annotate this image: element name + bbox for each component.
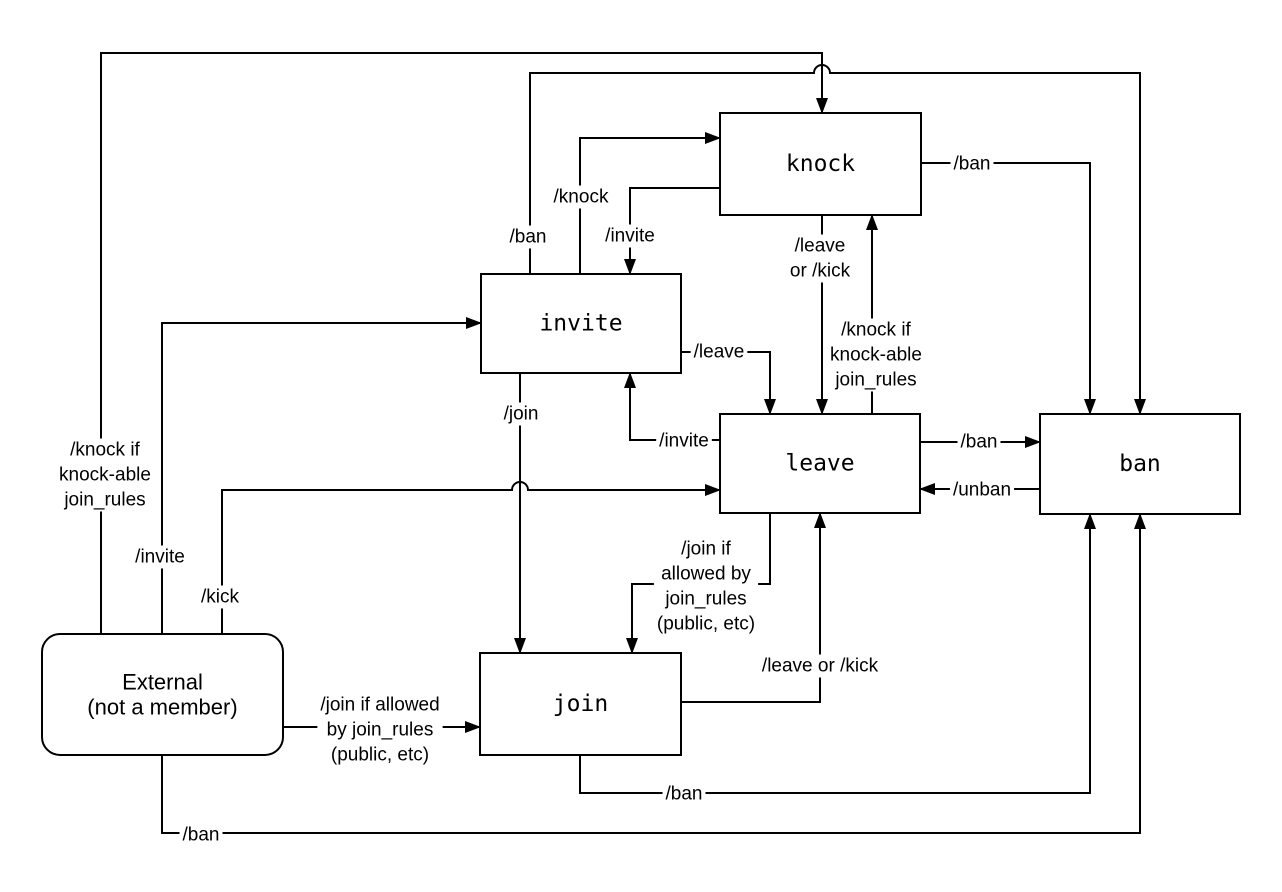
node-ban	[1040, 414, 1240, 514]
node-external-label: External	[122, 669, 203, 695]
edge-label-text: knock-able	[830, 344, 922, 366]
edge-label-text: /ban	[182, 824, 220, 846]
node-external-label: (not a member)	[87, 694, 238, 720]
edge-label-external-join	[317, 694, 442, 767]
edge-label-invite-ban	[507, 226, 550, 249]
edge-label-invite-join	[501, 403, 542, 426]
edge-label-text: /ban	[953, 153, 991, 175]
edge-label-external-ban	[180, 824, 223, 847]
edge-label-leave-join	[654, 538, 758, 636]
edge-label-text: knock-able	[59, 464, 151, 486]
edge-label-text: by join_rules	[326, 719, 434, 741]
edge-label-text: /ban	[509, 226, 547, 248]
edge-label-text: join_rules	[665, 588, 747, 610]
edge-label-ban-leave	[950, 479, 1014, 502]
node-join-label: join	[552, 691, 609, 717]
edge-label-text: /leave	[794, 235, 846, 257]
edge-label-text: /invite	[605, 225, 655, 247]
edge-label-text: /knock if	[70, 439, 140, 461]
edge-label-text: allowed by	[661, 563, 751, 585]
edge-label-text: /join if allowed	[320, 694, 440, 716]
edge-label-external-knock	[56, 439, 154, 512]
edge-label-text: /invite	[135, 546, 185, 568]
edge-label-text: /knock	[553, 186, 609, 208]
edge-label-text: /kick	[201, 586, 239, 608]
node-invite-label: invite	[539, 310, 623, 337]
edge-label-external-leave	[198, 586, 243, 609]
edge-label-text: /leave	[693, 341, 745, 363]
edge-label-knock-leave	[787, 235, 854, 283]
edge-label-leave-knock	[827, 319, 925, 392]
node-leave	[720, 414, 920, 513]
edge-label-text: /knock if	[841, 319, 911, 341]
node-knock-label: knock	[785, 151, 856, 177]
edge-label-leave-invite	[656, 430, 712, 453]
edge-label-text: (public, etc)	[656, 613, 756, 635]
edge-label-text: /unban	[952, 479, 1012, 501]
edge-label-text: /leave or /kick	[761, 655, 879, 677]
edge-label-text: /join if	[681, 538, 731, 560]
edge-label-invite-leave	[691, 341, 748, 364]
edge-label-text: join_rules	[835, 369, 917, 391]
edge-label-external-invite	[132, 546, 188, 569]
edge-label-text: or /kick	[789, 260, 851, 282]
edge-label-text: /ban	[665, 783, 703, 805]
edge-label-text: (public, etc)	[330, 744, 430, 766]
edge-label-knock-ban	[951, 153, 994, 176]
edge-label-text: join_rules	[64, 489, 146, 511]
node-leave-label: leave	[785, 450, 855, 477]
edge-label-join-leave	[759, 655, 882, 678]
edge-label-join-ban	[663, 783, 706, 806]
node-ban-label: ban	[1119, 451, 1161, 477]
edge-label-text: /ban	[960, 431, 998, 453]
edge-label-knock-invite	[602, 225, 658, 248]
edge-label-leave-ban	[958, 431, 1001, 454]
node-invite	[481, 274, 681, 373]
node-knock	[720, 113, 921, 215]
edge-label-text: /join	[503, 403, 539, 425]
node-join	[480, 653, 681, 755]
node-external	[42, 634, 283, 755]
edge-label-invite-knock	[551, 186, 612, 209]
edge-label-text: /invite	[659, 430, 709, 452]
